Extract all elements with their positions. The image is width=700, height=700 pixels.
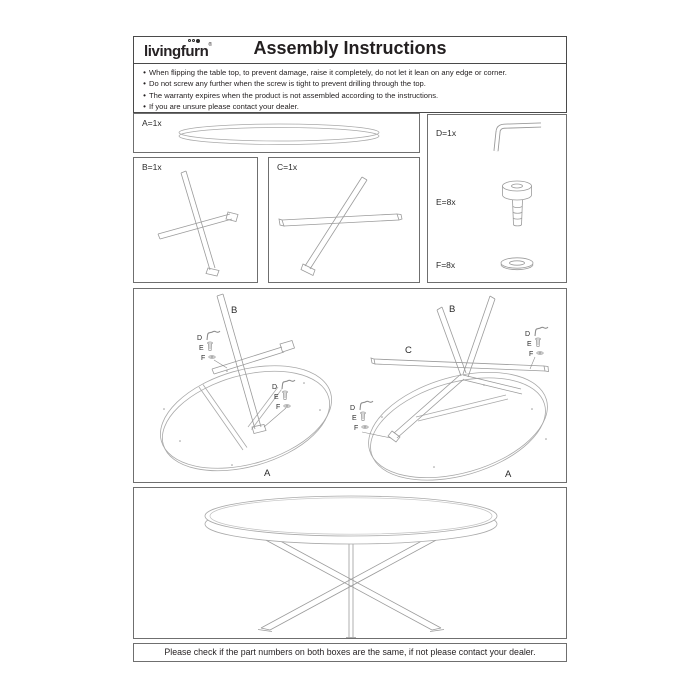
bullet-icon: • [143, 102, 146, 112]
footer-note: Please check if the part numbers on both boxes are the same, if not please contact your dealer. [164, 647, 536, 657]
callout-letter-d: D [350, 405, 356, 412]
mini-bolt-icon [208, 342, 213, 351]
label-part-b: B [449, 304, 456, 315]
assembled-table-drawing [134, 488, 566, 638]
callout-letter-e: E [527, 341, 532, 348]
bolt-icon [503, 181, 532, 226]
hardware-callout [525, 327, 548, 358]
part-a-label: A=1x [142, 118, 162, 128]
callout-letter-f: F [276, 404, 281, 411]
bullet-icon: • [143, 90, 146, 100]
warning-item [140, 67, 566, 78]
callout-letter-f: F [529, 351, 534, 358]
part-f-label: F=8x [436, 260, 456, 270]
header-section [133, 36, 567, 113]
step2-diagram [350, 296, 560, 482]
callout-letter-d: D [197, 335, 203, 342]
warning-text: The warranty expires when the product is not assembled according to the instructions. [149, 90, 439, 100]
header-row [134, 37, 566, 64]
warning-text: When flipping the table top, to prevent damage, raise it completely, do not let it lean on any edge or corner. [149, 68, 507, 77]
leg-c-drawing [269, 158, 419, 282]
callout-letter-e: E [199, 345, 204, 352]
warning-text: Do not screw any further when the screw is tight to prevent drilling through the top. [149, 79, 426, 89]
part-box-c [268, 157, 420, 283]
label-part-a: A [264, 468, 271, 479]
mini-washer-icon [209, 356, 215, 359]
hardware-drawings [428, 115, 566, 282]
part-box-b [133, 157, 258, 283]
page-title: Assembly Instructions [253, 38, 447, 58]
warning-item [140, 90, 566, 101]
label-part-b: B [231, 305, 238, 316]
part-box-a [133, 113, 420, 153]
mini-allen-key-icon [360, 401, 373, 410]
mini-allen-key-icon [207, 331, 220, 340]
leg-b-drawing [134, 158, 257, 282]
mini-allen-key-icon [535, 327, 548, 336]
bullet-icon: • [143, 79, 146, 89]
assembly-steps-box [133, 288, 567, 483]
mini-bolt-icon [361, 412, 366, 421]
table-top-drawing [134, 114, 419, 152]
assembled-table-box [133, 487, 567, 639]
callout-letter-d: D [272, 384, 278, 391]
brand-logo-text: livingfurn [144, 43, 209, 60]
mini-bolt-icon [283, 391, 288, 400]
warning-text: If you are unsure please contact your dealer. [149, 102, 299, 112]
hardware-callout [350, 401, 373, 432]
label-part-a: A [505, 469, 512, 480]
mini-bolt-icon [536, 338, 541, 347]
hardware-callout [197, 331, 220, 362]
warning-item [140, 101, 566, 112]
step1-diagram [148, 294, 343, 482]
bullet-icon: • [143, 68, 146, 77]
callout-letter-e: E [352, 415, 357, 422]
mini-washer-icon [284, 405, 290, 408]
callout-letter-d: D [525, 331, 531, 338]
callout-letter-e: E [274, 394, 279, 401]
assembly-steps-drawing [134, 289, 566, 482]
warning-list [134, 64, 566, 113]
callout-letter-f: F [354, 425, 359, 432]
part-c-label: C=1x [277, 162, 298, 172]
hardware-callout [272, 380, 295, 411]
mini-washer-icon [537, 352, 543, 355]
footer-note-box [133, 643, 567, 662]
part-e-label: E=8x [436, 197, 456, 207]
warning-item [140, 78, 566, 89]
label-part-c: C [405, 345, 412, 356]
allen-key-icon [496, 125, 541, 151]
mini-allen-key-icon [282, 380, 295, 389]
part-d-label: D=1x [436, 128, 457, 138]
registered-mark-icon: ® [208, 42, 213, 48]
washer-icon [501, 258, 533, 270]
part-box-def [427, 114, 567, 283]
callout-letter-f: F [201, 355, 206, 362]
mini-washer-icon [362, 426, 368, 429]
part-b-label: B=1x [142, 162, 162, 172]
